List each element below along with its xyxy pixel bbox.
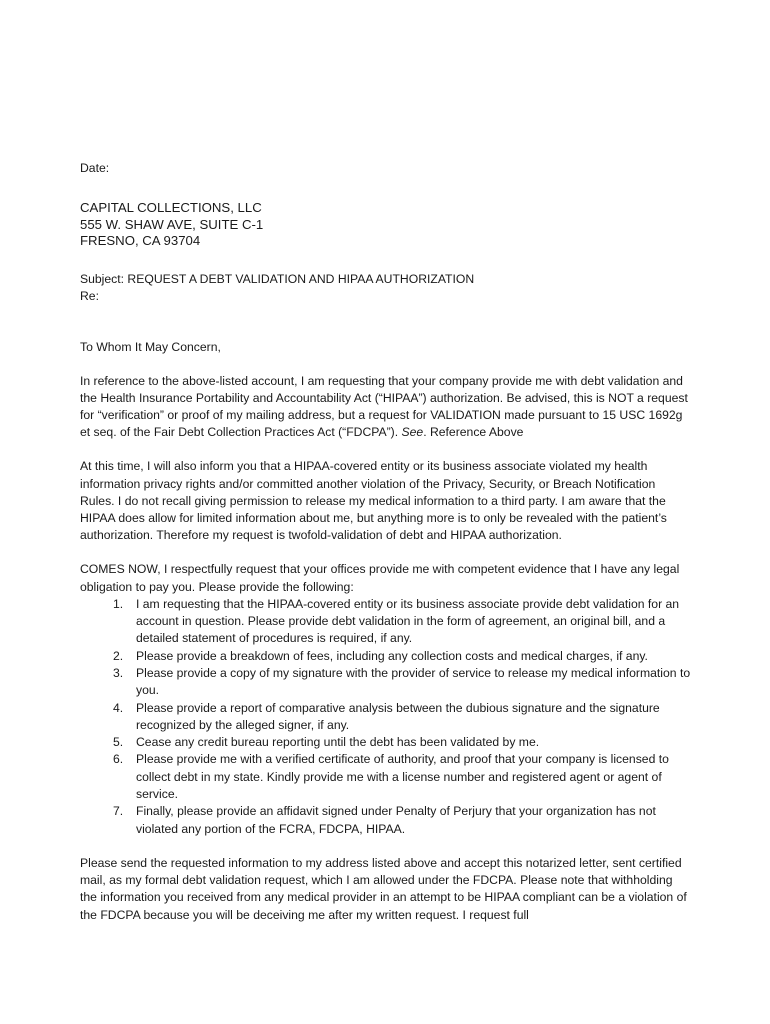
list-item-number: 6. bbox=[113, 752, 124, 767]
list-item bbox=[80, 665, 692, 700]
paragraph1-see: See bbox=[401, 425, 424, 440]
paragraph-hipaa-violation: At this time, I will also inform you that a HIPAA-covered entity or its business associate violated my health information privacy rights and/or committed another violation of the Privacy, Security, or Breach Notification Rules. I do not recall giving permission to release my medical information to a third party. I am aware that the HIPAA does allow for limited information about me, but anything more is to only be revealed with the patient’s authorization. Therefore my request is twofold-validation of debt and HIPAA authorization. bbox=[80, 459, 667, 543]
list-item-text: Cease any credit bureau reporting until the debt has been validated by me. bbox=[136, 735, 540, 750]
list-item-text: Please provide a breakdown of fees, including any collection costs and medical charges, if any. bbox=[136, 648, 648, 663]
list-item-text: I am requesting that the HIPAA-covered entity or its business associate provide debt validation for an account in question. Please provide debt validation in the form of agreement, an original bill, and a detailed statement of procedures is required, if any. bbox=[136, 596, 680, 646]
greeting: To Whom It May Concern, bbox=[80, 339, 221, 354]
recipient-address bbox=[80, 200, 692, 250]
list-item-number: 1. bbox=[113, 596, 124, 611]
list-item-text: Please provide me with a verified certificate of authority, and proof that your company is licensed to collect debt in my state. Kindly provide me with a license number and registered agent or agent of service. bbox=[136, 752, 669, 801]
list-item-number: 4. bbox=[113, 700, 124, 715]
paragraph-closing-request: Please send the requested information to my address listed above and accept this notarized letter, sent certified mail, as my formal debt validation request, which I am allowed under the FDCPA. Please note that withholding the information you received from any medical provider in an attempt to be HIPAA compliant can be a violation of the FDCPA because you will be deceiving me after my written request. I request full bbox=[80, 855, 687, 922]
list-item bbox=[80, 751, 692, 803]
list-item-text: Finally, please provide an affidavit signed under Penalty of Perjury that your organization has not violated any portion of the FCRA, FDCPA, HIPAA. bbox=[136, 804, 656, 836]
request-list bbox=[80, 596, 692, 838]
list-item-text: Please provide a copy of my signature with the provider of service to release my medical information to you. bbox=[136, 665, 691, 698]
list-item bbox=[80, 734, 692, 751]
paragraph-comes-now: COMES NOW, I respectfully request that your offices provide me with competent evidence that I have any legal obligation to pay you. Please provide the following: bbox=[80, 562, 680, 594]
list-item-number: 5. bbox=[113, 735, 124, 750]
date-label: Date: bbox=[80, 161, 110, 175]
list-item-number: 2. bbox=[113, 648, 124, 663]
subject-line: Subject: REQUEST A DEBT VALIDATION AND HIPAA AUTHORIZATION bbox=[80, 271, 475, 286]
list-item-number: 3. bbox=[113, 665, 124, 680]
letter-page bbox=[80, 160, 692, 924]
list-item bbox=[80, 803, 692, 838]
list-item bbox=[80, 648, 692, 665]
paragraph-validation-request bbox=[80, 373, 692, 442]
paragraph1-main: In reference to the above-listed account, I am requesting that your company provide me with debt validation and the Health Insurance Portability and Accountability Act (“HIPAA”) authorization. Be advised, this is NOT a request for “verification” or proof of my mailing address, but a request for VALIDATION made pursuant to 15 USC 1692g et seq. of the Fair Debt Collection Practices Act (“FDCPA”). bbox=[80, 373, 688, 440]
paragraph1-tail: . Reference Above bbox=[423, 425, 524, 440]
list-item-number: 7. bbox=[113, 804, 124, 819]
recipient-name: CAPITAL COLLECTIONS, LLC bbox=[80, 200, 262, 215]
recipient-street: 555 W. SHAW AVE, SUITE C-1 bbox=[80, 216, 264, 232]
recipient-city: FRESNO, CA 93704 bbox=[80, 233, 201, 248]
list-item bbox=[80, 700, 692, 735]
list-item-text: Please provide a report of comparative analysis between the dubious signature and the signature recognized by the alleged signer, if any. bbox=[136, 700, 660, 732]
re-label: Re: bbox=[80, 288, 99, 303]
list-item bbox=[80, 596, 692, 648]
